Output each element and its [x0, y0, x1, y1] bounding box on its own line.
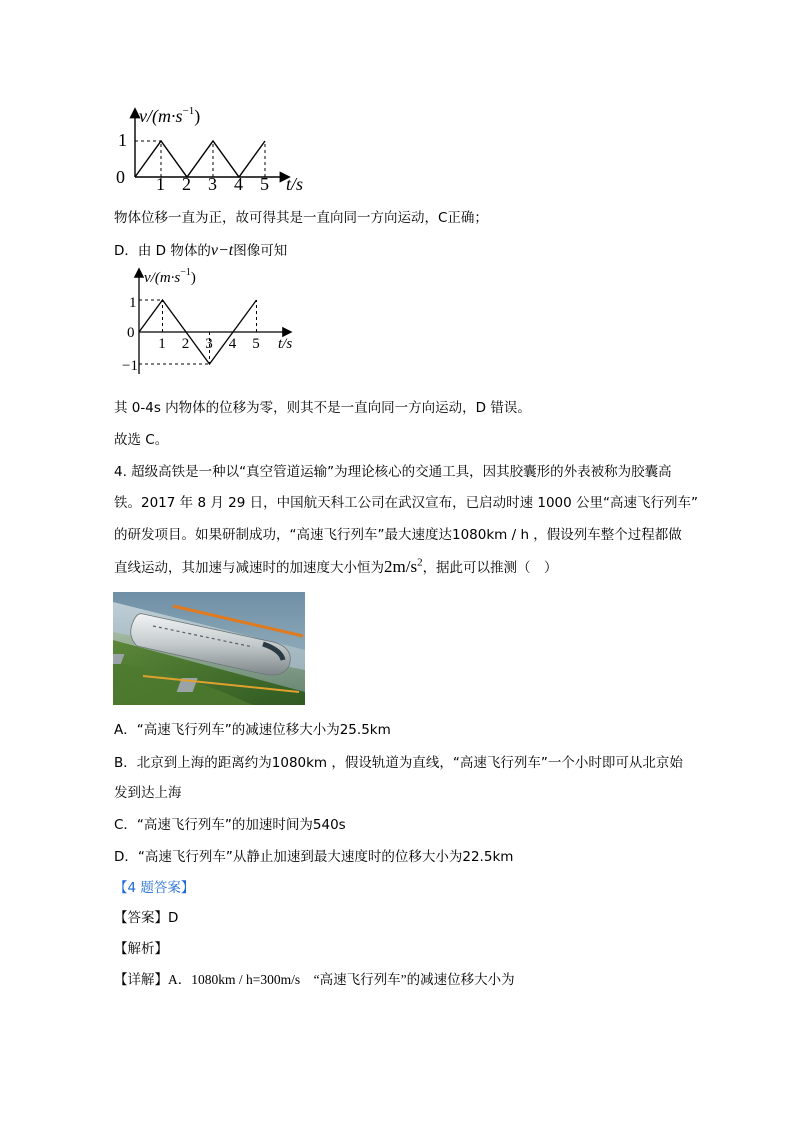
x-tick-1: 1 [158, 336, 166, 352]
x-tick-4: 4 [233, 174, 243, 192]
velocity-line [135, 141, 265, 177]
answer-section-header: 【4 题答案】 [114, 880, 195, 896]
option-b-line-1: B．北京到上海的距离约为1080km ，假设轨道为直线，“高速飞行列车”一个小时即可从北京始 [114, 755, 683, 771]
option-c: C．“高速飞行列车”的加速时间为540s [114, 817, 346, 833]
x-tick-1: 1 [155, 174, 165, 192]
origin-label: 0 [116, 167, 125, 187]
explanation-d-prefix: D．由 D 物体的 [114, 243, 211, 259]
question-4-line-2: 铁。2017 年 8 月 29 日，中国航天科工公司在武汉宣布，已启动时速 1000 公里“高速飞行列车” [114, 495, 699, 511]
q4-line4-b: ，据此可以推测（ ） [422, 560, 558, 576]
x-tick-2: 2 [181, 336, 190, 352]
question-4-line-3: 的研发项目。如果研制成功，“高速飞行列车”最大速度达1080km / h ，假设列车整个过程都做 [114, 527, 682, 543]
answer-line: 【答案】D [114, 910, 179, 926]
y-axis-label: $v/(m\cdot s^{-1})$ [139, 105, 201, 126]
y-tick-1: 1 [118, 130, 127, 150]
choose-answer: 故选 C。 [114, 432, 169, 448]
q4-line4-a: 直线运动，其加速与减速时的加速度大小恒为 [114, 560, 384, 576]
detail-text: A．1080km / h=300m/s “高速飞行列车”的减速位移大小为 [168, 972, 515, 987]
explanation-c: 物体位移一直为正，故可得其是一直向同一方向运动，C正确； [114, 210, 488, 226]
detail-line [114, 968, 515, 988]
origin-label: 0 [127, 325, 135, 341]
x-tick-3: 3 [205, 336, 213, 352]
acceleration-value: $2m/s^2$ [384, 556, 423, 576]
x-axis-label: t/s [278, 336, 293, 352]
explanation-d-suffix: 图像可知 [233, 243, 288, 259]
v-t-math: v−t [210, 242, 234, 259]
x-tick-4: 4 [228, 336, 237, 352]
option-b-line-2: 发到达上海 [114, 785, 182, 801]
x-tick-5: 5 [252, 336, 260, 352]
capsule-train-image [113, 592, 305, 705]
velocity-time-graph-1 [112, 100, 312, 192]
explanation-d [114, 239, 287, 260]
x-tick-3: 3 [207, 174, 217, 192]
y-tick-pos: 1 [129, 295, 137, 311]
velocity-time-graph-2 [112, 262, 312, 384]
question-4-line-1: 4. 超级高铁是一种以“真空管道运输”为理论核心的交通工具，因其胶囊形的外表被称为胶囊高 [114, 464, 672, 480]
x-tick-2: 2 [181, 174, 191, 192]
question-4-line-4 [114, 556, 558, 577]
option-a: A．“高速飞行列车”的减速位移大小为25.5km [114, 722, 391, 738]
detail-tag: 【详解】 [114, 972, 168, 988]
y-axis-label: $v/(m\cdot s^{-1})$ [144, 267, 196, 286]
option-d: D．“高速飞行列车”从静止加速到最大速度时的位移大小为22.5km [114, 849, 514, 865]
x-tick-5: 5 [259, 174, 269, 192]
y-tick-neg: −1 [122, 358, 138, 374]
explanation-d-result: 其 0-4s 内物体的位移为零，则其不是一直向同一方向运动，D 错误。 [114, 400, 531, 416]
x-axis-label: t/s [286, 174, 304, 192]
analysis-header: 【解析】 [114, 941, 168, 957]
